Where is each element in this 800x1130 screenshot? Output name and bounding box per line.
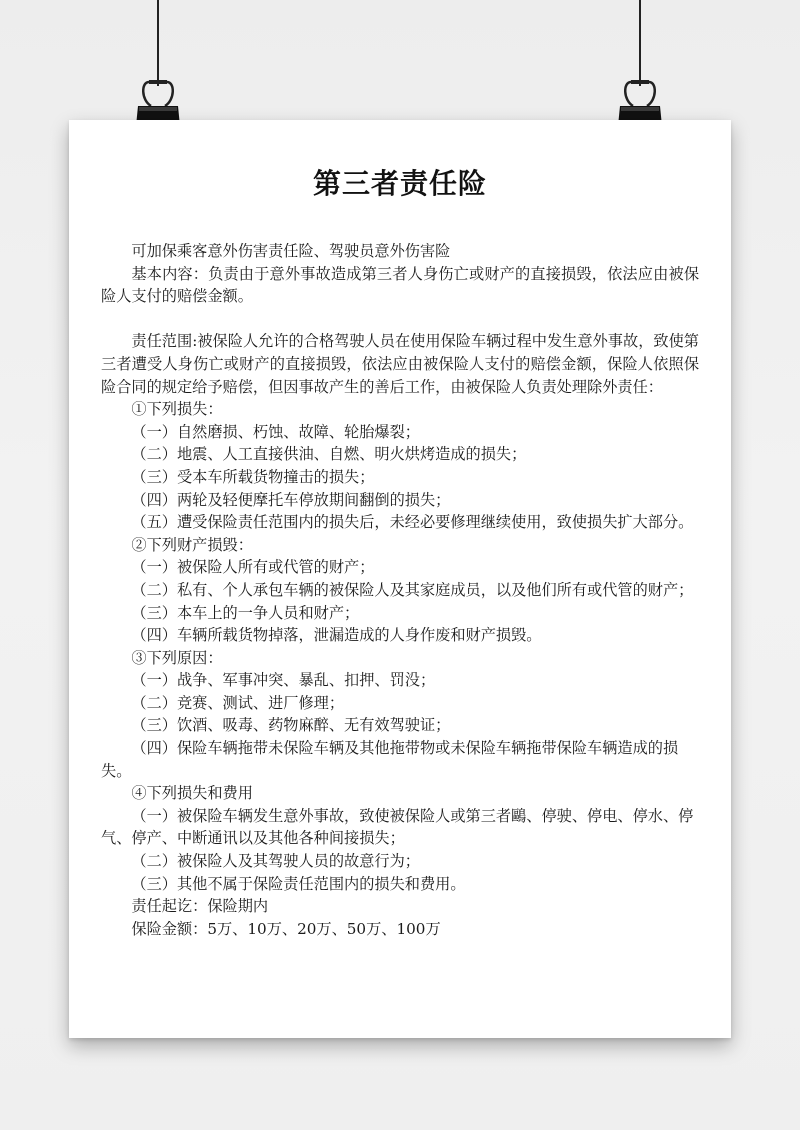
basic-content-paragraph: 基本内容：负责由于意外事故造成第三者人身伤亡或财产的直接损毁，依法应由被保险人支付的赔偿金额。 <box>101 264 699 306</box>
coverage-period-line: 责任起讫：保险期内 <box>131 897 269 916</box>
list-item: （三）饮酒、吸毒、药物麻醉、无有效驾驶证； <box>131 716 451 735</box>
list-item: （一）被保险车辆发生意外事故，致使被保险人或第三者鷗、停驶、停电、停水、停气、停产、中断通讯以及其他各种间接损失； <box>101 806 694 848</box>
list-item: （二）被保险人及其驾驶人员的故意行为； <box>131 852 420 871</box>
list-item: （一）自然磨损、朽蚀、故障、轮胎爆裂； <box>131 422 420 441</box>
exclusion-heading-4: ④下列损失和费用 <box>131 784 253 803</box>
list-item: （二）竞赛、测试、进厂修理； <box>131 693 345 712</box>
list-item: （一）被保险人所有或代管的财产； <box>131 558 375 577</box>
list-item: （四）两轮及轻便摩托车停放期间翻倒的损失； <box>131 490 451 509</box>
document-page <box>69 120 731 1038</box>
list-item: （五）遭受保险责任范围内的损失后，未经必要修理继续使用，致使损失扩大部分。 <box>131 513 694 532</box>
list-item: （一）战争、军事冲突、暴乱、扣押、罚没； <box>131 671 436 690</box>
exclusion-heading-3: ③下列原因： <box>131 648 223 667</box>
list-item: （三）本车上的一争人员和财产； <box>131 603 360 622</box>
exclusion-heading-1: ①下列损失： <box>131 400 223 419</box>
insured-amount-line: 保险金额：5万、10万、20万、50万、100万 <box>131 919 441 938</box>
liability-scope-paragraph: 责任范围:被保险人允许的合格驾驶人员在使用保险车辆过程中发生意外事故，致使第三者遭受人身伤亡或财产的直接损毁，依法应由被保险人支付的赔偿金额，保险人依照保险合同的规定给予赔偿，但因事故产生的善后工作，由被保险人负责处理除外责任： <box>101 332 699 396</box>
hanging-wire-left <box>157 0 159 86</box>
coverage-addon-line: 可加保乘客意外伤害责任险、驾驶员意外伤害险 <box>131 242 451 260</box>
list-item: （四）车辆所载货物掉落，泄漏造成的人身作废和财产损毁。 <box>131 626 542 645</box>
exclusion-heading-2: ②下列财产损毁： <box>131 535 253 554</box>
list-item: （二）私有、个人承包车辆的被保险人及其家庭成员，以及他们所有或代管的财产； <box>131 580 694 599</box>
paragraph-spacer <box>101 308 699 331</box>
list-item: （四）保险车辆拖带未保险车辆及其他拖带物或未保险车辆拖带保险车辆造成的损失。 <box>101 739 679 780</box>
document-title: 第三者责任险 <box>312 167 487 200</box>
list-item: （三）受本车所载货物撞击的损失； <box>131 467 375 486</box>
list-item: （三）其他不属于保险责任范围内的损失和费用。 <box>131 874 466 893</box>
hanging-wire-right <box>639 0 641 86</box>
document-body <box>101 240 699 940</box>
list-item: （二）地震、人工直接供油、自燃、明火烘烤造成的损失； <box>131 445 527 464</box>
